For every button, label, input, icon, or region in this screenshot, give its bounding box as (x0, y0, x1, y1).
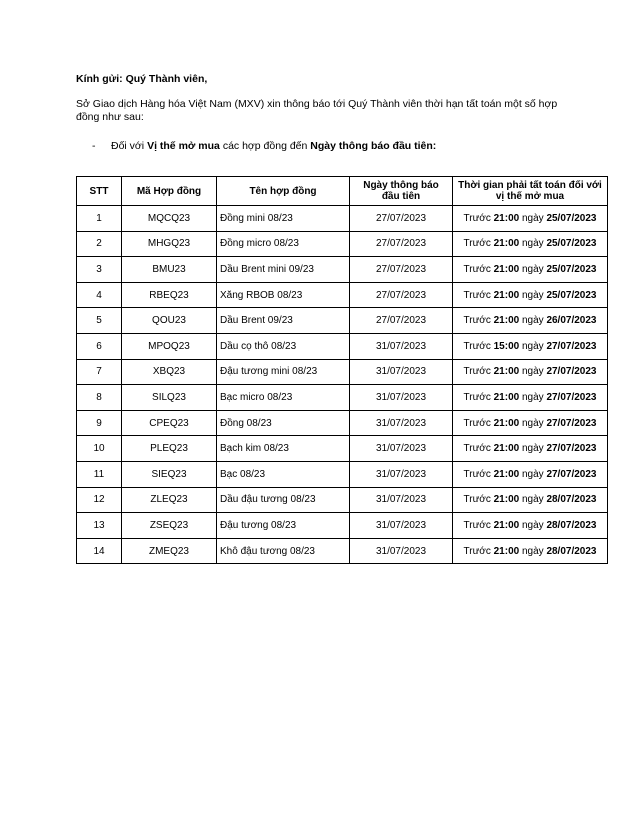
deadline-joiner: ngày (521, 391, 544, 403)
cell-name: Bạc 08/23 (217, 461, 350, 487)
deadline-prefix: Trước (463, 468, 491, 480)
deadline-joiner: ngày (521, 263, 544, 275)
cell-stt: 4 (77, 282, 122, 308)
cell-stt: 1 (77, 206, 122, 232)
deadline-time: 15:00 (493, 340, 520, 352)
deadline-joiner: ngày (521, 340, 544, 352)
cell-code: SIEQ23 (122, 461, 217, 487)
cell-name: Đồng mini 08/23 (217, 206, 350, 232)
bullet-line (92, 140, 436, 153)
header-deadline: Thời gian phải tất toán đối với vị thế mở mua (453, 177, 608, 206)
deadline-date: 27/07/2023 (546, 468, 597, 480)
cell-name: Dầu Brent 09/23 (217, 308, 350, 334)
cell-code: MQCQ23 (122, 206, 217, 232)
deadline-joiner: ngày (521, 417, 544, 429)
cell-stt: 6 (77, 333, 122, 359)
deadline-time: 21:00 (493, 263, 520, 275)
deadline-date: 25/07/2023 (546, 263, 597, 275)
deadline-date: 27/07/2023 (546, 443, 597, 455)
deadline-prefix: Trước (463, 519, 491, 531)
cell-stt: 11 (77, 461, 122, 487)
cell-code: ZMEQ23 (122, 538, 217, 564)
deadline-time: 21:00 (493, 391, 520, 403)
header-stt: STT (77, 177, 122, 206)
cell-code: RBEQ23 (122, 282, 217, 308)
cell-code: MPOQ23 (122, 333, 217, 359)
cell-deadline (453, 282, 608, 308)
deadline-joiner: ngày (521, 545, 544, 557)
cell-code: XBQ23 (122, 359, 217, 385)
deadline-prefix: Trước (463, 366, 491, 378)
cell-code: BMU23 (122, 257, 217, 283)
deadline-time: 21:00 (493, 212, 520, 224)
deadline-date: 28/07/2023 (546, 545, 597, 557)
deadline-joiner: ngày (521, 366, 544, 378)
table-row (77, 410, 608, 436)
table-row (77, 257, 608, 283)
deadline-joiner: ngày (521, 238, 544, 250)
cell-stt: 7 (77, 359, 122, 385)
deadline-date: 25/07/2023 (546, 238, 597, 250)
deadline-joiner: ngày (521, 212, 544, 224)
deadline-joiner: ngày (521, 519, 544, 531)
cell-stt: 14 (77, 538, 122, 564)
cell-code: SILQ23 (122, 385, 217, 411)
deadline-time: 21:00 (493, 417, 520, 429)
cell-deadline (453, 385, 608, 411)
deadline-time: 21:00 (493, 238, 520, 250)
cell-stt: 13 (77, 513, 122, 539)
deadline-prefix: Trước (463, 315, 491, 327)
deadline-date: 27/07/2023 (546, 417, 597, 429)
cell-first-notice: 27/07/2023 (350, 206, 453, 232)
cell-first-notice: 31/07/2023 (350, 333, 453, 359)
deadline-prefix: Trước (463, 212, 491, 224)
deadline-time: 21:00 (493, 545, 520, 557)
cell-name: Dầu cọ thô 08/23 (217, 333, 350, 359)
cell-name: Đồng 08/23 (217, 410, 350, 436)
cell-deadline (453, 333, 608, 359)
cell-deadline (453, 410, 608, 436)
bullet-middle: các hợp đồng đến (222, 140, 308, 152)
cell-first-notice: 31/07/2023 (350, 385, 453, 411)
deadline-prefix: Trước (463, 289, 491, 301)
table-row (77, 385, 608, 411)
cell-deadline (453, 206, 608, 232)
cell-deadline (453, 538, 608, 564)
deadline-prefix: Trước (463, 340, 491, 352)
table-row (77, 359, 608, 385)
deadline-prefix: Trước (463, 417, 491, 429)
cell-stt: 3 (77, 257, 122, 283)
bullet-dash: - (92, 140, 96, 152)
greeting: Kính gửi: Quý Thành viên, (76, 73, 208, 85)
cell-first-notice: 31/07/2023 (350, 461, 453, 487)
header-row (77, 177, 608, 206)
table-row (77, 513, 608, 539)
cell-name: Bạch kim 08/23 (217, 436, 350, 462)
contracts-table (76, 176, 608, 564)
cell-code: PLEQ23 (122, 436, 217, 462)
cell-first-notice: 31/07/2023 (350, 359, 453, 385)
cell-name: Dầu đậu tương 08/23 (217, 487, 350, 513)
cell-first-notice: 31/07/2023 (350, 436, 453, 462)
deadline-date: 27/07/2023 (546, 340, 597, 352)
cell-name: Dầu Brent mini 09/23 (217, 257, 350, 283)
deadline-date: 26/07/2023 (546, 315, 597, 327)
header-code: Mã Hợp đồng (122, 177, 217, 206)
deadline-time: 21:00 (493, 315, 520, 327)
deadline-prefix: Trước (463, 545, 491, 557)
cell-deadline (453, 308, 608, 334)
deadline-joiner: ngày (521, 494, 544, 506)
bullet-prefix: Đối với (111, 140, 145, 152)
cell-name: Đồng micro 08/23 (217, 231, 350, 257)
cell-stt: 10 (77, 436, 122, 462)
cell-deadline (453, 257, 608, 283)
cell-first-notice: 27/07/2023 (350, 282, 453, 308)
cell-first-notice: 27/07/2023 (350, 231, 453, 257)
header-name: Tên hợp đồng (217, 177, 350, 206)
cell-name: Xăng RBOB 08/23 (217, 282, 350, 308)
header-first-notice: Ngày thông báo đầu tiên (350, 177, 453, 206)
table-row (77, 231, 608, 257)
table-body (77, 206, 608, 564)
bullet-notice-label: Ngày thông báo đầu tiên: (310, 140, 437, 152)
cell-first-notice: 27/07/2023 (350, 257, 453, 283)
deadline-date: 25/07/2023 (546, 289, 597, 301)
deadline-time: 21:00 (493, 468, 520, 480)
table-header (77, 177, 608, 206)
cell-deadline (453, 359, 608, 385)
cell-name: Đậu tương 08/23 (217, 513, 350, 539)
cell-stt: 8 (77, 385, 122, 411)
deadline-joiner: ngày (521, 315, 544, 327)
table-row (77, 308, 608, 334)
deadline-joiner: ngày (521, 289, 544, 301)
cell-name: Đậu tương mini 08/23 (217, 359, 350, 385)
deadline-time: 21:00 (493, 289, 520, 301)
cell-code: ZSEQ23 (122, 513, 217, 539)
cell-code: CPEQ23 (122, 410, 217, 436)
cell-first-notice: 31/07/2023 (350, 487, 453, 513)
table-row (77, 333, 608, 359)
deadline-prefix: Trước (463, 391, 491, 403)
deadline-joiner: ngày (521, 443, 544, 455)
cell-stt: 2 (77, 231, 122, 257)
table-row (77, 461, 608, 487)
table-row (77, 436, 608, 462)
cell-stt: 12 (77, 487, 122, 513)
bullet-position-type: Vị thế mở mua (147, 140, 220, 152)
cell-name: Bạc micro 08/23 (217, 385, 350, 411)
cell-deadline (453, 487, 608, 513)
cell-first-notice: 27/07/2023 (350, 308, 453, 334)
intro-paragraph: Sở Giao dịch Hàng hóa Việt Nam (MXV) xin thông báo tới Quý Thành viên thời hạn tất toán một số hợp đồng như sau: (76, 98, 558, 123)
cell-first-notice: 31/07/2023 (350, 538, 453, 564)
deadline-prefix: Trước (463, 443, 491, 455)
cell-deadline (453, 513, 608, 539)
cell-stt: 5 (77, 308, 122, 334)
deadline-prefix: Trước (463, 263, 491, 275)
cell-deadline (453, 436, 608, 462)
deadline-time: 21:00 (493, 494, 520, 506)
cell-first-notice: 31/07/2023 (350, 410, 453, 436)
deadline-date: 28/07/2023 (546, 494, 597, 506)
deadline-prefix: Trước (463, 238, 491, 250)
deadline-date: 28/07/2023 (546, 519, 597, 531)
cell-code: MHGQ23 (122, 231, 217, 257)
cell-stt: 9 (77, 410, 122, 436)
cell-deadline (453, 461, 608, 487)
table-row (77, 282, 608, 308)
deadline-date: 27/07/2023 (546, 366, 597, 378)
cell-code: QOU23 (122, 308, 217, 334)
deadline-prefix: Trước (463, 494, 491, 506)
deadline-time: 21:00 (493, 519, 520, 531)
cell-name: Khô đậu tương 08/23 (217, 538, 350, 564)
table-row (77, 538, 608, 564)
deadline-date: 27/07/2023 (546, 391, 597, 403)
cell-deadline (453, 231, 608, 257)
deadline-time: 21:00 (493, 443, 520, 455)
table-row (77, 487, 608, 513)
deadline-date: 25/07/2023 (546, 212, 597, 224)
deadline-time: 21:00 (493, 366, 520, 378)
cell-code: ZLEQ23 (122, 487, 217, 513)
cell-first-notice: 31/07/2023 (350, 513, 453, 539)
deadline-joiner: ngày (521, 468, 544, 480)
table-row (77, 206, 608, 232)
